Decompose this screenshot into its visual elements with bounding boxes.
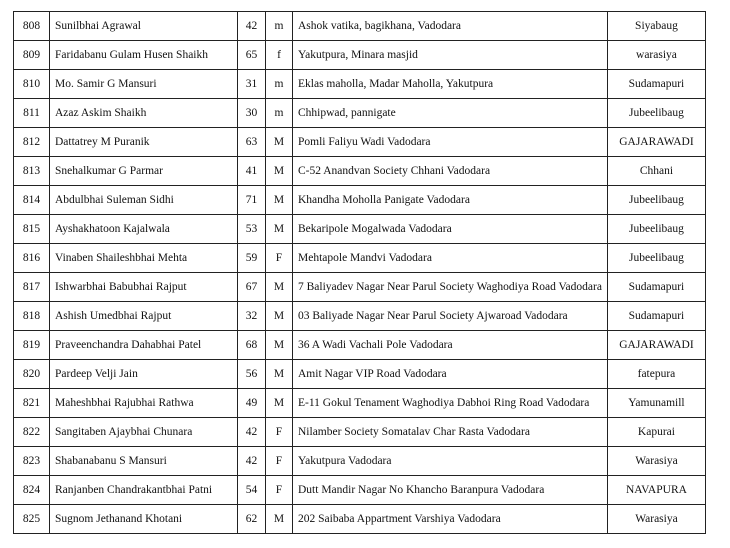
table-row bbox=[14, 41, 706, 70]
sex-cell: m bbox=[266, 12, 293, 41]
address-cell: Chhipwad, pannigate bbox=[293, 99, 608, 128]
area-cell: Jubeelibaug bbox=[607, 99, 705, 128]
sex-cell: M bbox=[266, 215, 293, 244]
address-cell: 202 Saibaba Appartment Varshiya Vadodara bbox=[293, 505, 608, 534]
person-name-cell: Sangitaben Ajaybhai Chunara bbox=[50, 418, 238, 447]
address-cell: E-11 Gokul Tenament Waghodiya Dabhoi Ring Road Vadodara bbox=[293, 389, 608, 418]
sex-cell: F bbox=[266, 418, 293, 447]
area-cell: GAJARAWADI bbox=[607, 331, 705, 360]
table-row bbox=[14, 389, 706, 418]
table-row bbox=[14, 186, 706, 215]
serial-number-cell: 811 bbox=[14, 99, 50, 128]
age-cell: 71 bbox=[238, 186, 266, 215]
serial-number-cell: 816 bbox=[14, 244, 50, 273]
address-cell: 36 A Wadi Vachali Pole Vadodara bbox=[293, 331, 608, 360]
area-cell: fatepura bbox=[607, 360, 705, 389]
person-name-cell: Sunilbhai Agrawal bbox=[50, 12, 238, 41]
serial-number-cell: 818 bbox=[14, 302, 50, 331]
table-row bbox=[14, 447, 706, 476]
table-row bbox=[14, 331, 706, 360]
age-cell: 65 bbox=[238, 41, 266, 70]
area-cell: Jubeelibaug bbox=[607, 215, 705, 244]
person-name-cell: Faridabanu Gulam Husen Shaikh bbox=[50, 41, 238, 70]
table-row bbox=[14, 99, 706, 128]
person-name-cell: Ishwarbhai Babubhai Rajput bbox=[50, 273, 238, 302]
serial-number-cell: 809 bbox=[14, 41, 50, 70]
address-cell: Eklas maholla, Madar Maholla, Yakutpura bbox=[293, 70, 608, 99]
serial-number-cell: 814 bbox=[14, 186, 50, 215]
area-cell: Sudamapuri bbox=[607, 70, 705, 99]
address-cell: Bekaripole Mogalwada Vadodara bbox=[293, 215, 608, 244]
person-name-cell: Ayshakhatoon Kajalwala bbox=[50, 215, 238, 244]
sex-cell: M bbox=[266, 128, 293, 157]
table-row bbox=[14, 157, 706, 186]
table-row bbox=[14, 476, 706, 505]
address-cell: Ashok vatika, bagikhana, Vadodara bbox=[293, 12, 608, 41]
sex-cell: M bbox=[266, 389, 293, 418]
area-cell: Warasiya bbox=[607, 447, 705, 476]
person-name-cell: Abdulbhai Suleman Sidhi bbox=[50, 186, 238, 215]
address-cell: Khandha Moholla Panigate Vadodara bbox=[293, 186, 608, 215]
table-row bbox=[14, 360, 706, 389]
sex-cell: M bbox=[266, 331, 293, 360]
serial-number-cell: 819 bbox=[14, 331, 50, 360]
sex-cell: M bbox=[266, 157, 293, 186]
age-cell: 42 bbox=[238, 418, 266, 447]
area-cell: Jubeelibaug bbox=[607, 244, 705, 273]
address-cell: C-52 Anandvan Society Chhani Vadodara bbox=[293, 157, 608, 186]
serial-number-cell: 822 bbox=[14, 418, 50, 447]
address-cell: Pomli Faliyu Wadi Vadodara bbox=[293, 128, 608, 157]
sex-cell: f bbox=[266, 41, 293, 70]
person-name-cell: Ranjanben Chandrakantbhai Patni bbox=[50, 476, 238, 505]
person-name-cell: Shabanabanu S Mansuri bbox=[50, 447, 238, 476]
age-cell: 68 bbox=[238, 331, 266, 360]
person-name-cell: Ashish Umedbhai Rajput bbox=[50, 302, 238, 331]
age-cell: 31 bbox=[238, 70, 266, 99]
age-cell: 32 bbox=[238, 302, 266, 331]
sex-cell: F bbox=[266, 447, 293, 476]
address-cell: Nilamber Society Somatalav Char Rasta Vadodara bbox=[293, 418, 608, 447]
sex-cell: M bbox=[266, 360, 293, 389]
age-cell: 30 bbox=[238, 99, 266, 128]
serial-number-cell: 815 bbox=[14, 215, 50, 244]
table-row bbox=[14, 215, 706, 244]
table-row bbox=[14, 12, 706, 41]
address-cell: Amit Nagar VIP Road Vadodara bbox=[293, 360, 608, 389]
person-name-cell: Vinaben Shaileshbhai Mehta bbox=[50, 244, 238, 273]
table-row bbox=[14, 505, 706, 534]
area-cell: Yamunamill bbox=[607, 389, 705, 418]
serial-number-cell: 817 bbox=[14, 273, 50, 302]
age-cell: 42 bbox=[238, 12, 266, 41]
person-name-cell: Mo. Samir G Mansuri bbox=[50, 70, 238, 99]
age-cell: 54 bbox=[238, 476, 266, 505]
age-cell: 53 bbox=[238, 215, 266, 244]
area-cell: NAVAPURA bbox=[607, 476, 705, 505]
person-name-cell: Snehalkumar G Parmar bbox=[50, 157, 238, 186]
records-table bbox=[13, 11, 706, 534]
age-cell: 63 bbox=[238, 128, 266, 157]
address-cell: 7 Baliyadev Nagar Near Parul Society Waghodiya Road Vadodara bbox=[293, 273, 608, 302]
person-name-cell: Maheshbhai Rajubhai Rathwa bbox=[50, 389, 238, 418]
age-cell: 42 bbox=[238, 447, 266, 476]
serial-number-cell: 825 bbox=[14, 505, 50, 534]
sex-cell: F bbox=[266, 476, 293, 505]
area-cell: Sudamapuri bbox=[607, 273, 705, 302]
age-cell: 59 bbox=[238, 244, 266, 273]
person-name-cell: Azaz Askim Shaikh bbox=[50, 99, 238, 128]
person-name-cell: Dattatrey M Puranik bbox=[50, 128, 238, 157]
sex-cell: F bbox=[266, 244, 293, 273]
table-row bbox=[14, 273, 706, 302]
age-cell: 49 bbox=[238, 389, 266, 418]
person-name-cell: Sugnom Jethanand Khotani bbox=[50, 505, 238, 534]
serial-number-cell: 821 bbox=[14, 389, 50, 418]
records-table-body bbox=[14, 12, 706, 534]
sex-cell: m bbox=[266, 99, 293, 128]
person-name-cell: Pardeep Velji Jain bbox=[50, 360, 238, 389]
serial-number-cell: 810 bbox=[14, 70, 50, 99]
sex-cell: M bbox=[266, 273, 293, 302]
serial-number-cell: 820 bbox=[14, 360, 50, 389]
area-cell: Sudamapuri bbox=[607, 302, 705, 331]
table-row bbox=[14, 244, 706, 273]
sex-cell: M bbox=[266, 302, 293, 331]
area-cell: warasiya bbox=[607, 41, 705, 70]
area-cell: Warasiya bbox=[607, 505, 705, 534]
sex-cell: M bbox=[266, 505, 293, 534]
serial-number-cell: 808 bbox=[14, 12, 50, 41]
sex-cell: m bbox=[266, 70, 293, 99]
area-cell: Siyabaug bbox=[607, 12, 705, 41]
serial-number-cell: 813 bbox=[14, 157, 50, 186]
table-row bbox=[14, 302, 706, 331]
address-cell: Dutt Mandir Nagar No Khancho Baranpura Vadodara bbox=[293, 476, 608, 505]
address-cell: 03 Baliyade Nagar Near Parul Society Ajwaroad Vadodara bbox=[293, 302, 608, 331]
serial-number-cell: 824 bbox=[14, 476, 50, 505]
address-cell: Yakutpura Vadodara bbox=[293, 447, 608, 476]
area-cell: GAJARAWADI bbox=[607, 128, 705, 157]
table-row bbox=[14, 70, 706, 99]
area-cell: Chhani bbox=[607, 157, 705, 186]
age-cell: 62 bbox=[238, 505, 266, 534]
serial-number-cell: 812 bbox=[14, 128, 50, 157]
sex-cell: M bbox=[266, 186, 293, 215]
person-name-cell: Praveenchandra Dahabhai Patel bbox=[50, 331, 238, 360]
area-cell: Kapurai bbox=[607, 418, 705, 447]
serial-number-cell: 823 bbox=[14, 447, 50, 476]
age-cell: 41 bbox=[238, 157, 266, 186]
area-cell: Jubeelibaug bbox=[607, 186, 705, 215]
age-cell: 67 bbox=[238, 273, 266, 302]
table-row bbox=[14, 128, 706, 157]
age-cell: 56 bbox=[238, 360, 266, 389]
table-row bbox=[14, 418, 706, 447]
address-cell: Mehtapole Mandvi Vadodara bbox=[293, 244, 608, 273]
address-cell: Yakutpura, Minara masjid bbox=[293, 41, 608, 70]
